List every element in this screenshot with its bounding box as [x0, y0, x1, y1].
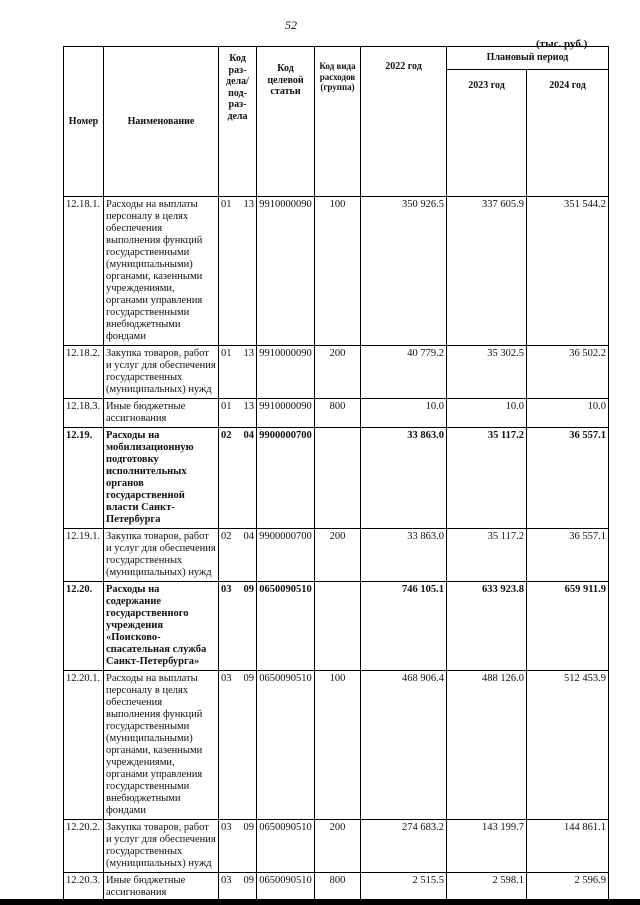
row-razdel: 03 [221, 875, 232, 886]
row-target-code: 9910000090 [257, 197, 315, 346]
row-razdel: 01 [221, 401, 232, 412]
table-row [64, 529, 609, 582]
row-razdel: 01 [221, 199, 232, 210]
row-podrazdel: 04 [243, 430, 254, 441]
table-row [64, 197, 609, 346]
row-expense-type: 800 [315, 399, 361, 428]
row-number: 12.19.1. [64, 529, 104, 582]
row-expense-type [315, 582, 361, 671]
row-2022: 468 906.4 [361, 671, 447, 820]
row-section-code [219, 671, 257, 820]
row-2022: 2 515.5 [361, 873, 447, 902]
row-name: Закупка товаров, работ и услуг для обеспечения государственных (муниципальных) нужд [104, 346, 219, 399]
row-2022: 350 926.5 [361, 197, 447, 346]
row-target-code: 9900000700 [257, 529, 315, 582]
row-number: 12.20.1. [64, 671, 104, 820]
row-podrazdel: 09 [243, 822, 254, 833]
row-expense-type: 100 [315, 671, 361, 820]
page-number: 52 [285, 18, 297, 32]
row-target-code: 9910000090 [257, 346, 315, 399]
table-row [64, 428, 609, 529]
header-target-code: Код целевой статьи [257, 47, 315, 197]
row-2023: 35 302.5 [447, 346, 527, 399]
row-2022: 33 863.0 [361, 529, 447, 582]
header-section-code: Код раз-дела/ под-раз-дела [219, 47, 257, 197]
row-podrazdel: 09 [243, 875, 254, 886]
header-number: Номер [64, 47, 104, 197]
row-expense-type [315, 428, 361, 529]
row-target-code: 0650090510 [257, 582, 315, 671]
row-number: 12.18.3. [64, 399, 104, 428]
row-section-code [219, 820, 257, 873]
row-2022: 33 863.0 [361, 428, 447, 529]
row-section-code [219, 399, 257, 428]
row-name: Закупка товаров, работ и услуг для обеспечения государственных (муниципальных) нужд [104, 820, 219, 873]
row-section-code [219, 197, 257, 346]
row-name: Расходы на выплаты персоналу в целях обеспечения выполнения функций государственными (муниципальными) органами, казенными учреждениями, органами управления государственными внебюджетными фондами [104, 671, 219, 820]
row-number: 12.20.3. [64, 873, 104, 902]
budget-table [63, 46, 609, 902]
row-name: Иные бюджетные ассигнования [104, 399, 219, 428]
units-label: (тыс. руб.) [536, 38, 588, 50]
header-expense-type-code: Код вида расходов (группа) [315, 47, 361, 197]
row-2022: 746 105.1 [361, 582, 447, 671]
row-2023: 488 126.0 [447, 671, 527, 820]
row-2024: 36 557.1 [527, 428, 609, 529]
row-name: Расходы на мобилизационную подготовку исполнительных органов государственной власти Санкт-Петербурга [104, 428, 219, 529]
row-number: 12.20. [64, 582, 104, 671]
row-podrazdel: 04 [243, 531, 254, 542]
row-podrazdel: 09 [243, 584, 254, 595]
row-expense-type: 800 [315, 873, 361, 902]
header-year-2022: 2022 год [361, 47, 447, 197]
table-row [64, 399, 609, 428]
row-2024: 36 502.2 [527, 346, 609, 399]
table-body [64, 197, 609, 902]
row-podrazdel: 09 [243, 673, 254, 684]
row-name: Закупка товаров, работ и услуг для обеспечения государственных (муниципальных) нужд [104, 529, 219, 582]
row-section-code [219, 582, 257, 671]
row-2024: 2 596.9 [527, 873, 609, 902]
header-year-2024: 2024 год [527, 70, 609, 197]
row-name: Иные бюджетные ассигнования [104, 873, 219, 902]
row-section-code [219, 428, 257, 529]
row-expense-type: 200 [315, 529, 361, 582]
table-row [64, 820, 609, 873]
row-razdel: 03 [221, 673, 232, 684]
table-row [64, 582, 609, 671]
row-number: 12.18.2. [64, 346, 104, 399]
row-2023: 633 923.8 [447, 582, 527, 671]
row-section-code [219, 873, 257, 902]
row-2024: 10.0 [527, 399, 609, 428]
row-2023: 337 605.9 [447, 197, 527, 346]
header-name: Наименование [104, 47, 219, 197]
row-razdel: 03 [221, 584, 232, 595]
row-podrazdel: 13 [243, 401, 254, 412]
table-row [64, 346, 609, 399]
row-target-code: 0650090510 [257, 671, 315, 820]
row-2023: 143 199.7 [447, 820, 527, 873]
row-2023: 10.0 [447, 399, 527, 428]
header-year-2023: 2023 год [447, 70, 527, 197]
row-razdel: 03 [221, 822, 232, 833]
row-razdel: 01 [221, 348, 232, 359]
table-row [64, 873, 609, 902]
row-razdel: 02 [221, 531, 232, 542]
row-2024: 351 544.2 [527, 197, 609, 346]
row-2022: 274 683.2 [361, 820, 447, 873]
row-expense-type: 100 [315, 197, 361, 346]
row-name: Расходы на выплаты персоналу в целях обеспечения выполнения функций государственными (муниципальными) органами, казенными учреждениями, органами управления государственными внебюджетными фондами [104, 197, 219, 346]
row-target-code: 0650090510 [257, 873, 315, 902]
row-number: 12.18.1. [64, 197, 104, 346]
row-podrazdel: 13 [243, 348, 254, 359]
row-number: 12.19. [64, 428, 104, 529]
row-2024: 36 557.1 [527, 529, 609, 582]
row-2024: 659 911.9 [527, 582, 609, 671]
scan-edge [0, 899, 640, 905]
table-row [64, 671, 609, 820]
row-section-code [219, 529, 257, 582]
row-expense-type: 200 [315, 346, 361, 399]
row-name: Расходы на содержание государственного учреждения «Поисково-спасательная служба Санкт-Петербурга» [104, 582, 219, 671]
row-2023: 35 117.2 [447, 529, 527, 582]
row-target-code: 9910000090 [257, 399, 315, 428]
row-2022: 40 779.2 [361, 346, 447, 399]
row-2022: 10.0 [361, 399, 447, 428]
row-2023: 35 117.2 [447, 428, 527, 529]
row-razdel: 02 [221, 430, 232, 441]
row-2024: 512 453.9 [527, 671, 609, 820]
row-podrazdel: 13 [243, 199, 254, 210]
row-2023: 2 598.1 [447, 873, 527, 902]
row-expense-type: 200 [315, 820, 361, 873]
row-target-code: 0650090510 [257, 820, 315, 873]
row-section-code [219, 346, 257, 399]
header-planning-period: Плановый период [447, 47, 609, 70]
row-2024: 144 861.1 [527, 820, 609, 873]
row-target-code: 9900000700 [257, 428, 315, 529]
row-number: 12.20.2. [64, 820, 104, 873]
